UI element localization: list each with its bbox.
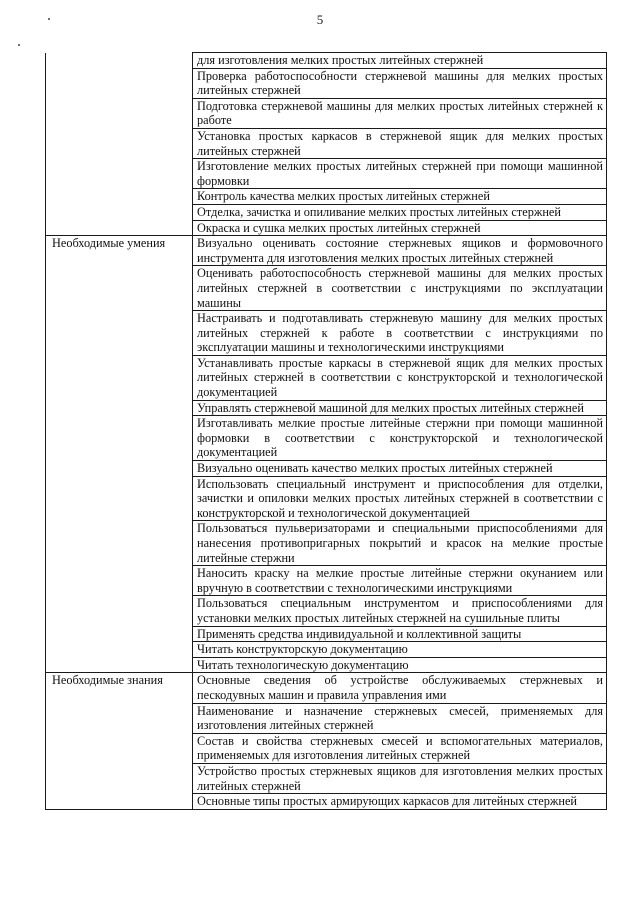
- section-label: Необходимые знания: [46, 673, 193, 809]
- competency-table-body: [46, 53, 607, 810]
- requirement-cell: для изготовления мелких простых литейных стержней: [193, 53, 607, 69]
- competency-table: [45, 52, 607, 810]
- requirement-cell: Читать технологическую документацию: [193, 657, 607, 673]
- requirement-cell: Оценивать работоспособность стержневой машины для мелких простых литейных стержней в соответствии с инструкциями по эксплуатации машины: [193, 266, 607, 311]
- requirement-cell: Наносить краску на мелкие простые литейные стержни окунанием или вручную в соответствии с технологическими инструкциями: [193, 566, 607, 596]
- requirement-cell: Отделка, зачистка и опиливание мелких простых литейных стержней: [193, 204, 607, 220]
- requirement-cell: Настраивать и подготавливать стержневую машину для мелких простых литейных стержней к работе в соответствии с инструкциями по эксплуатации машины и технологическими инструкциями: [193, 311, 607, 356]
- requirement-cell: Изготовление мелких простых литейных стержней при помощи машинной формовки: [193, 159, 607, 189]
- requirement-cell: Устройство простых стержневых ящиков для изготовления мелких простых литейных стержней: [193, 763, 607, 793]
- requirement-cell: Управлять стержневой машиной для мелких простых литейных стержней: [193, 400, 607, 416]
- requirement-cell: Визуально оценивать качество мелких простых литейных стержней: [193, 461, 607, 477]
- section-label: Необходимые умения: [46, 236, 193, 673]
- table-row: [46, 673, 607, 703]
- scan-speck: [18, 44, 20, 46]
- requirement-cell: Контроль качества мелких простых литейных стержней: [193, 189, 607, 205]
- requirement-cell: Читать конструкторскую документацию: [193, 642, 607, 658]
- requirement-cell: Устанавливать простые каркасы в стержневой ящик для мелких простых литейных стержней в соответствии с конструкторской и технологической документацией: [193, 355, 607, 400]
- requirement-cell: Окраска и сушка мелких простых литейных стержней: [193, 220, 607, 236]
- requirement-cell: Наименование и назначение стержневых смесей, применяемых для изготовления литейных стержней: [193, 703, 607, 733]
- requirement-cell: Изготавливать мелкие простые литейные стержни при помощи машинной формовки в соответствии с конструкторской и технологической документацией: [193, 416, 607, 461]
- requirement-cell: Визуально оценивать состояние стержневых ящиков и формовочного инструмента для изготовления мелких простых литейных стержней: [193, 236, 607, 266]
- page-number: 5: [316, 12, 324, 27]
- requirement-cell: Установка простых каркасов в стержневой ящик для мелких простых литейных стержней: [193, 128, 607, 158]
- table-row: [46, 236, 607, 266]
- requirement-cell: Применять средства индивидуальной и коллективной защиты: [193, 626, 607, 642]
- requirement-cell: Пользоваться пульверизаторами и специальными приспособлениями для нанесения противопригарных покрытий и красок на мелкие простые литейные стержни: [193, 521, 607, 566]
- requirement-cell: Основные сведения об устройстве обслуживаемых стержневых и пескодувных машин и правила управления ими: [193, 673, 607, 703]
- scan-speck: [48, 18, 50, 20]
- requirement-cell: Использовать специальный инструмент и приспособления для отделки, зачистки и опиловки мелких простых литейных стержней в соответствии с конструкторской и технологической документацией: [193, 476, 607, 521]
- requirement-cell: Пользоваться специальным инструментом и приспособлениями для установки мелких простых литейных стержней на сушильные плиты: [193, 596, 607, 626]
- section-label-continued: [46, 53, 193, 236]
- table-row: [46, 53, 607, 69]
- requirement-cell: Проверка работоспособности стержневой машины для мелких простых литейных стержней: [193, 68, 607, 98]
- requirement-cell: Основные типы простых армирующих каркасов для литейных стержней: [193, 794, 607, 810]
- requirement-cell: Состав и свойства стержневых смесей и вспомогательных материалов, применяемых для изготовления литейных стержней: [193, 733, 607, 763]
- requirement-cell: Подготовка стержневой машины для мелких простых литейных стержней к работе: [193, 98, 607, 128]
